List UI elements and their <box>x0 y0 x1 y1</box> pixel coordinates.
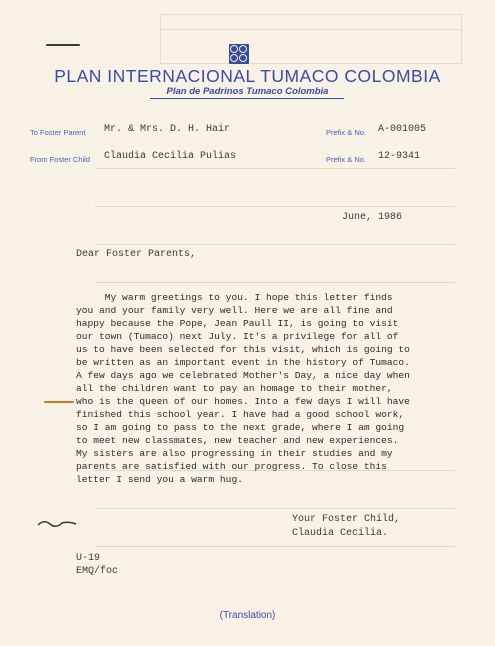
body-line: who is the queen of our homes. Into a few days I will have <box>76 396 410 407</box>
bleed-through-rule <box>95 282 455 283</box>
reference-code: U-19 <box>76 553 101 564</box>
typist-initials: EMQ/foc <box>76 566 119 577</box>
body-line: be written as an important event in the history of Tumaco. <box>76 357 410 368</box>
bleed-through-rule <box>95 546 455 547</box>
from-foster-child-label: From Foster Child <box>30 155 91 164</box>
body-line: you and your family very well. Here we are all fine and <box>76 305 393 316</box>
bleed-through-header <box>161 15 461 30</box>
translation-label: (Translation) <box>219 610 276 621</box>
body-line: so I am going to pass to the next grade, where I am going <box>76 422 405 433</box>
to-prefix-value: A-001005 <box>378 124 427 135</box>
body-line: My sisters are also progressing in their studies and my <box>76 448 393 459</box>
from-prefix-value: 12-9341 <box>378 151 421 162</box>
pen-stroke-mark <box>46 44 80 46</box>
bleed-through-rule <box>95 508 455 509</box>
body-line: parents are satisfied with our progress. To close this <box>76 461 387 472</box>
from-foster-child-value: Claudia Cecilia Pulias <box>104 151 237 162</box>
bleed-through-table <box>160 14 462 64</box>
body-line: our town (Tumaco) next July. It's a privilege for all of <box>76 331 399 342</box>
body-line: to meet new classmates, new teacher and new experiences. <box>76 435 399 446</box>
letter-signature: Claudia Cecilia. <box>292 528 389 539</box>
body-line: A few days ago we celebrated Mother's Day, a nice day when <box>76 370 410 381</box>
body-line: letter I send you a warm hug. <box>76 474 243 485</box>
bleed-through-rule <box>95 168 455 169</box>
from-prefix-label: Prefix & No. <box>326 155 367 164</box>
body-line: finished this school year. I have had a good school work, <box>76 409 405 420</box>
letter-closing: Your Foster Child, <box>292 514 401 525</box>
to-foster-parent-label: To Foster Parent <box>30 128 86 137</box>
bleed-through-rule <box>95 206 455 207</box>
body-line: My warm greetings to you. I hope this letter finds <box>76 292 393 303</box>
org-title: PLAN INTERNACIONAL TUMACO COLOMBIA <box>54 66 441 86</box>
plan-logo-icon <box>229 44 249 64</box>
body-line: all the children want to pay an homage to their mother, <box>76 383 393 394</box>
margin-pen-mark <box>44 401 74 403</box>
to-prefix-label: Prefix & No. <box>326 128 367 137</box>
letter-date: June, 1986 <box>342 212 403 223</box>
subtitle-underline <box>150 98 344 99</box>
letter-salutation: Dear Foster Parents, <box>76 249 197 260</box>
bleed-through-rule <box>95 244 455 245</box>
body-line: happy because the Pope, Jean Paull II, is going to visit <box>76 318 399 329</box>
body-line: us to have been selected for this visit, which is going to <box>76 344 410 355</box>
org-subtitle: Plan de Padrinos Tumaco Colombia <box>166 86 329 97</box>
pen-squiggle-mark <box>36 518 80 528</box>
to-foster-parent-value: Mr. & Mrs. D. H. Hair <box>104 124 231 135</box>
